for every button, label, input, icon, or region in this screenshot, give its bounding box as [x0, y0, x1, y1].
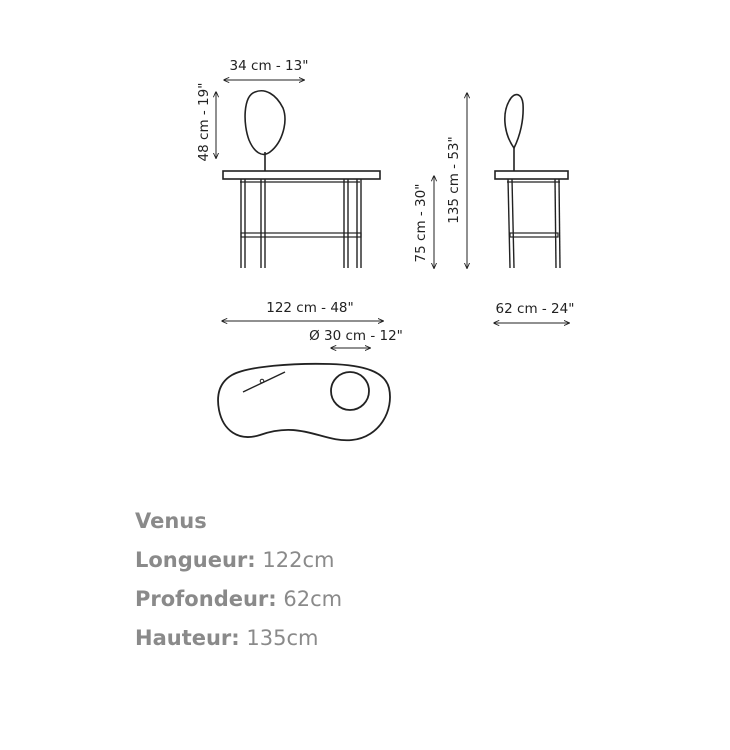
dim-mirror-diameter: Ø 30 cm - 12"	[309, 328, 403, 344]
length-label: Longueur:	[135, 548, 256, 572]
length-value: 122cm	[262, 548, 335, 572]
height-row	[135, 622, 342, 661]
side-view	[495, 95, 568, 268]
side-tabletop	[495, 171, 568, 179]
product-specs	[135, 505, 342, 661]
height-label: Hauteur:	[135, 626, 240, 650]
depth-row	[135, 583, 342, 622]
length-row	[135, 544, 342, 583]
stretcher	[241, 233, 361, 237]
mirror-outline	[245, 91, 285, 155]
dim-depth: 62 cm - 24"	[495, 301, 575, 317]
front-legs	[241, 179, 361, 268]
depth-label: Profondeur:	[135, 587, 277, 611]
top-view	[218, 364, 390, 440]
mirror-base-circle	[331, 372, 369, 410]
product-name-row	[135, 505, 342, 544]
dim-mirror-height: 48 cm - 19"	[196, 82, 212, 162]
dim-table-height: 75 cm - 30"	[413, 183, 429, 263]
dim-length: 122 cm - 48"	[266, 300, 354, 316]
dim-mirror-width: 34 cm - 13"	[229, 58, 309, 74]
side-mirror-outline	[505, 95, 523, 148]
tabletop-outline	[218, 364, 390, 440]
depth-value: 62cm	[283, 587, 343, 611]
side-legs	[508, 179, 560, 268]
product-name: Venus	[135, 509, 207, 533]
front-view	[223, 91, 380, 268]
height-value: 135cm	[246, 626, 319, 650]
dim-total-height: 135 cm - 53"	[446, 136, 462, 224]
tabletop	[223, 171, 380, 179]
